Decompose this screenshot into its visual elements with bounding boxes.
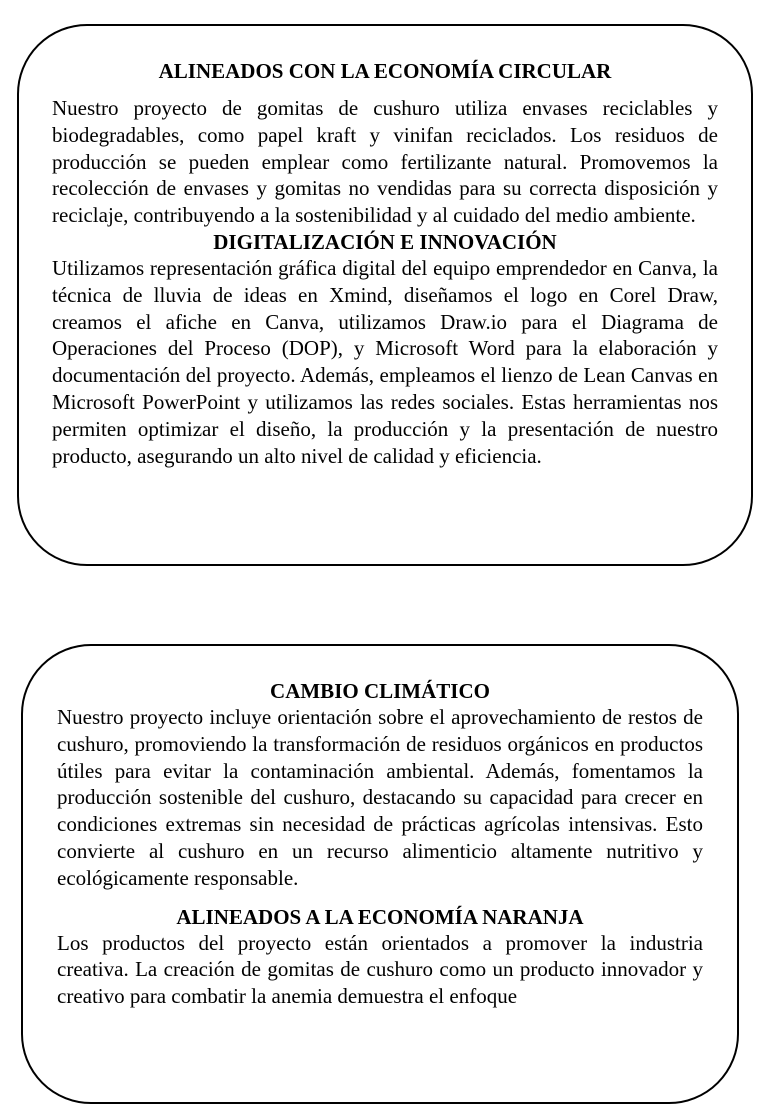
circular-economy-text: Nuestro proyecto de gomitas de cushuro utiliza envases reciclables y biodegradables, como papel kraft y vinifan reciclados. Los residuos de producción se pueden emplear como fertilizante natural. Promovemos la recolección de envases y gomitas no vendidas para su correcta disposición y reciclaje, contribuyendo a la sostenibilidad y al cuidado del medio ambiente.: [52, 96, 718, 228]
orange-economy-text: Los productos del proyecto están orientados a promover la industria creativa. La creación de gomitas de cushuro como un producto innovador y creativo para combatir la anemia demuestra el enfoque: [57, 930, 703, 1009]
orange-economy-title: ALINEADOS A LA ECONOMÍA NARANJA: [176, 904, 584, 929]
digitalization-title: DIGITALIZACIÓN E INNOVACIÓN: [213, 229, 557, 254]
digitalization-text: Utilizamos representación gráfica digital del equipo emprendedor en Canva, la técnica de lluvia de ideas en Xmind, diseñamos el logo en Corel Draw, creamos el afiche en Canva, utilizamos Draw.io para el Diagrama de Operaciones del Proceso (DOP), y Microsoft Word para la elaboración y documentación del proyecto. Además, empleamos el lienzo de Lean Canvas en Microsoft PowerPoint y utilizamos las redes sociales. Estas herramientas nos permiten optimizar el diseño, la producción y la presentación de nuestro producto, asegurando un alto nivel de calidad y eficiencia.: [52, 255, 718, 468]
circular-economy-card: [17, 24, 753, 566]
climate-card: [21, 644, 739, 1104]
climate-change-title: CAMBIO CLIMÁTICO: [270, 679, 490, 703]
climate-change-text: Nuestro proyecto incluye orientación sobre el aprovechamiento de restos de cushuro, promoviendo la transformación de residuos orgánicos en productos útiles para evitar la contaminación ambiental. Además, fomentamos la producción sostenible del cushuro, destacando su capacidad para crecer en condiciones extremas sin necesidad de prácticas agrícolas intensivas. Esto convierte al cushuro en un recurso alimenticio altamente nutritivo y ecológicamente responsable.: [57, 705, 703, 890]
circular-economy-title: ALINEADOS CON LA ECONOMÍA CIRCULAR: [158, 59, 612, 83]
